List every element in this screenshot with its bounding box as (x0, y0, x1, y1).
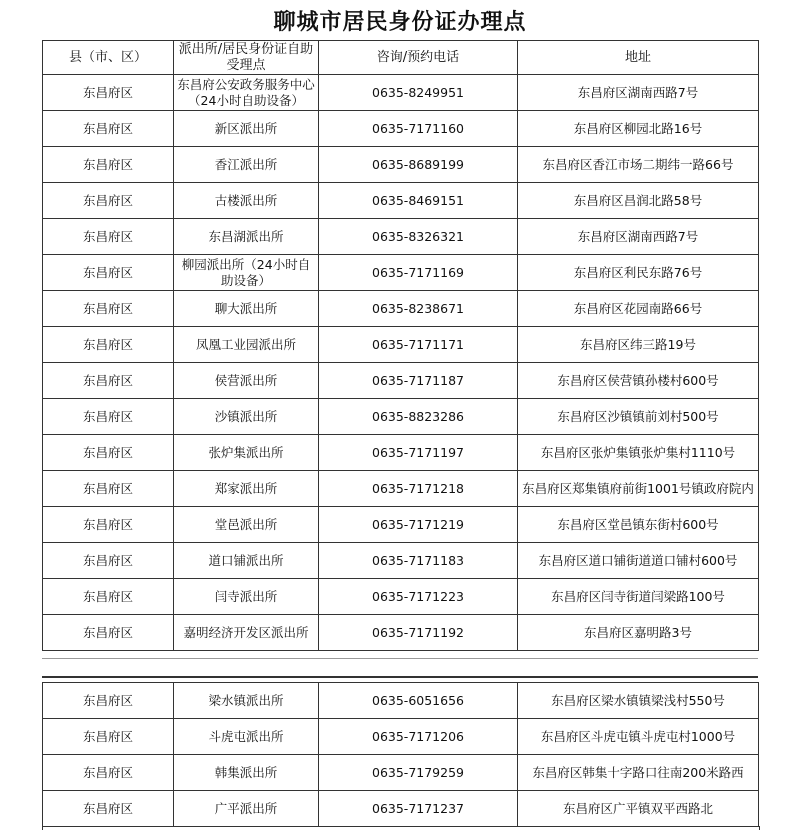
table-row (43, 327, 759, 363)
cell-phone: 0635-7171237 (319, 791, 518, 827)
cell-address: 东昌府区柳园北路16号 (518, 111, 759, 147)
cell-station: 凤凰工业园派出所 (174, 327, 319, 363)
cell-phone: 0635-7171187 (319, 363, 518, 399)
cell-county: 东昌府区 (43, 255, 174, 291)
cell-station: 东昌府公安政务服务中心（24小时自助设备） (174, 75, 319, 111)
cell-county: 东昌府区 (43, 219, 174, 255)
table-row (43, 147, 759, 183)
cell-address: 东昌府区湖南西路7号 (518, 75, 759, 111)
cell-station: 斗虎屯派出所 (174, 719, 319, 755)
cell-station: 闫寺派出所 (174, 579, 319, 615)
cell-station: 香江派出所 (174, 147, 319, 183)
table-row (43, 543, 759, 579)
cell-address: 东昌府区闫寺街道闫梁路100号 (518, 579, 759, 615)
cell-address: 东昌府区湖南西路7号 (518, 219, 759, 255)
cell-address: 东昌府区沙镇镇前刘村500号 (518, 399, 759, 435)
cell-phone: 0635-7171169 (319, 255, 518, 291)
cell-phone: 0635-8238671 (319, 291, 518, 327)
cell-phone: 0635-8326321 (319, 219, 518, 255)
cell-county: 东昌府区 (43, 363, 174, 399)
table-row (43, 683, 759, 719)
cell-address: 东昌府区侯营镇孙楼村600号 (518, 363, 759, 399)
cell-address: 东昌府区花园南路66号 (518, 291, 759, 327)
cell-address: 东昌府区香江市场二期纬一路66号 (518, 147, 759, 183)
table-row (43, 719, 759, 755)
table-row (43, 471, 759, 507)
cell-county: 东昌府区 (43, 579, 174, 615)
table-row (43, 183, 759, 219)
cell-county: 东昌府区 (43, 719, 174, 755)
cell-address: 东昌府区利民东路76号 (518, 255, 759, 291)
table-row (43, 75, 759, 111)
cell-address: 东昌府区道口铺街道道口铺村600号 (518, 543, 759, 579)
cell-county: 东昌府区 (43, 435, 174, 471)
cell-county: 东昌府区 (43, 327, 174, 363)
cell-phone: 0635-7171218 (319, 471, 518, 507)
cell-county: 东昌府区 (43, 471, 174, 507)
table-row (43, 219, 759, 255)
cell-phone: 0635-7171223 (319, 579, 518, 615)
cell-address: 东昌府区纬三路19号 (518, 327, 759, 363)
header-phone: 咨询/预约电话 (319, 41, 518, 75)
cell-station: 古楼派出所 (174, 183, 319, 219)
header-address: 地址 (518, 41, 759, 75)
id-card-office-table-continued (42, 682, 759, 827)
cell-county: 东昌府区 (43, 683, 174, 719)
cell-address: 东昌府区昌润北路58号 (518, 183, 759, 219)
cell-county: 东昌府区 (43, 791, 174, 827)
cell-station: 柳园派出所（24小时自助设备） (174, 255, 319, 291)
cell-address: 东昌府区张炉集镇张炉集村1110号 (518, 435, 759, 471)
cell-phone: 0635-8249951 (319, 75, 518, 111)
cell-station: 堂邑派出所 (174, 507, 319, 543)
cell-county: 东昌府区 (43, 111, 174, 147)
table-row (43, 111, 759, 147)
cell-county: 东昌府区 (43, 399, 174, 435)
cell-station: 道口铺派出所 (174, 543, 319, 579)
cell-phone: 0635-7171171 (319, 327, 518, 363)
cell-station: 新区派出所 (174, 111, 319, 147)
cell-address: 东昌府区广平镇双平西路北 (518, 791, 759, 827)
cell-phone: 0635-8689199 (319, 147, 518, 183)
cell-station: 嘉明经济开发区派出所 (174, 615, 319, 651)
table-row (43, 507, 759, 543)
cell-county: 东昌府区 (43, 543, 174, 579)
id-card-office-table (42, 40, 759, 651)
cell-station: 侯营派出所 (174, 363, 319, 399)
table-row (43, 291, 759, 327)
cell-phone: 0635-8823286 (319, 399, 518, 435)
cell-station: 郑家派出所 (174, 471, 319, 507)
table-row (43, 755, 759, 791)
cell-phone: 0635-7171206 (319, 719, 518, 755)
cell-address: 东昌府区郑集镇府前街1001号镇政府院内 (518, 471, 759, 507)
cell-county: 东昌府区 (43, 75, 174, 111)
cell-county: 东昌府区 (43, 755, 174, 791)
table-row (43, 255, 759, 291)
page-title: 聊城市居民身份证办理点 (273, 9, 527, 35)
table-row (43, 579, 759, 615)
cell-county: 东昌府区 (43, 291, 174, 327)
cell-phone: 0635-6051656 (319, 683, 518, 719)
cell-address: 东昌府区梁水镇镇梁浅村550号 (518, 683, 759, 719)
cell-station: 聊大派出所 (174, 291, 319, 327)
cell-county: 东昌府区 (43, 507, 174, 543)
header-station: 派出所/居民身份证自助受理点 (174, 41, 319, 75)
table-continuation (42, 826, 760, 830)
table-row (43, 435, 759, 471)
cell-phone: 0635-7171183 (319, 543, 518, 579)
table-row (43, 791, 759, 827)
cell-station: 梁水镇派出所 (174, 683, 319, 719)
cell-station: 沙镇派出所 (174, 399, 319, 435)
cell-phone: 0635-7171197 (319, 435, 518, 471)
cell-phone: 0635-8469151 (319, 183, 518, 219)
cell-county: 东昌府区 (43, 147, 174, 183)
cell-address: 东昌府区嘉明路3号 (518, 615, 759, 651)
cell-county: 东昌府区 (43, 183, 174, 219)
table-row (43, 615, 759, 651)
cell-station: 东昌湖派出所 (174, 219, 319, 255)
page-break-line (42, 676, 758, 678)
table-header-row (43, 41, 759, 75)
table-row (43, 399, 759, 435)
header-county: 县（市、区） (43, 41, 174, 75)
cell-station: 广平派出所 (174, 791, 319, 827)
cell-station: 张炉集派出所 (174, 435, 319, 471)
cell-station: 韩集派出所 (174, 755, 319, 791)
cell-county: 东昌府区 (43, 615, 174, 651)
cell-phone: 0635-7171160 (319, 111, 518, 147)
cell-phone: 0635-7179259 (319, 755, 518, 791)
cell-phone: 0635-7171219 (319, 507, 518, 543)
cell-address: 东昌府区韩集十字路口往南200米路西 (518, 755, 759, 791)
cell-address: 东昌府区堂邑镇东街村600号 (518, 507, 759, 543)
cell-address: 东昌府区斗虎屯镇斗虎屯村1000号 (518, 719, 759, 755)
cell-phone: 0635-7171192 (319, 615, 518, 651)
table-row (43, 363, 759, 399)
